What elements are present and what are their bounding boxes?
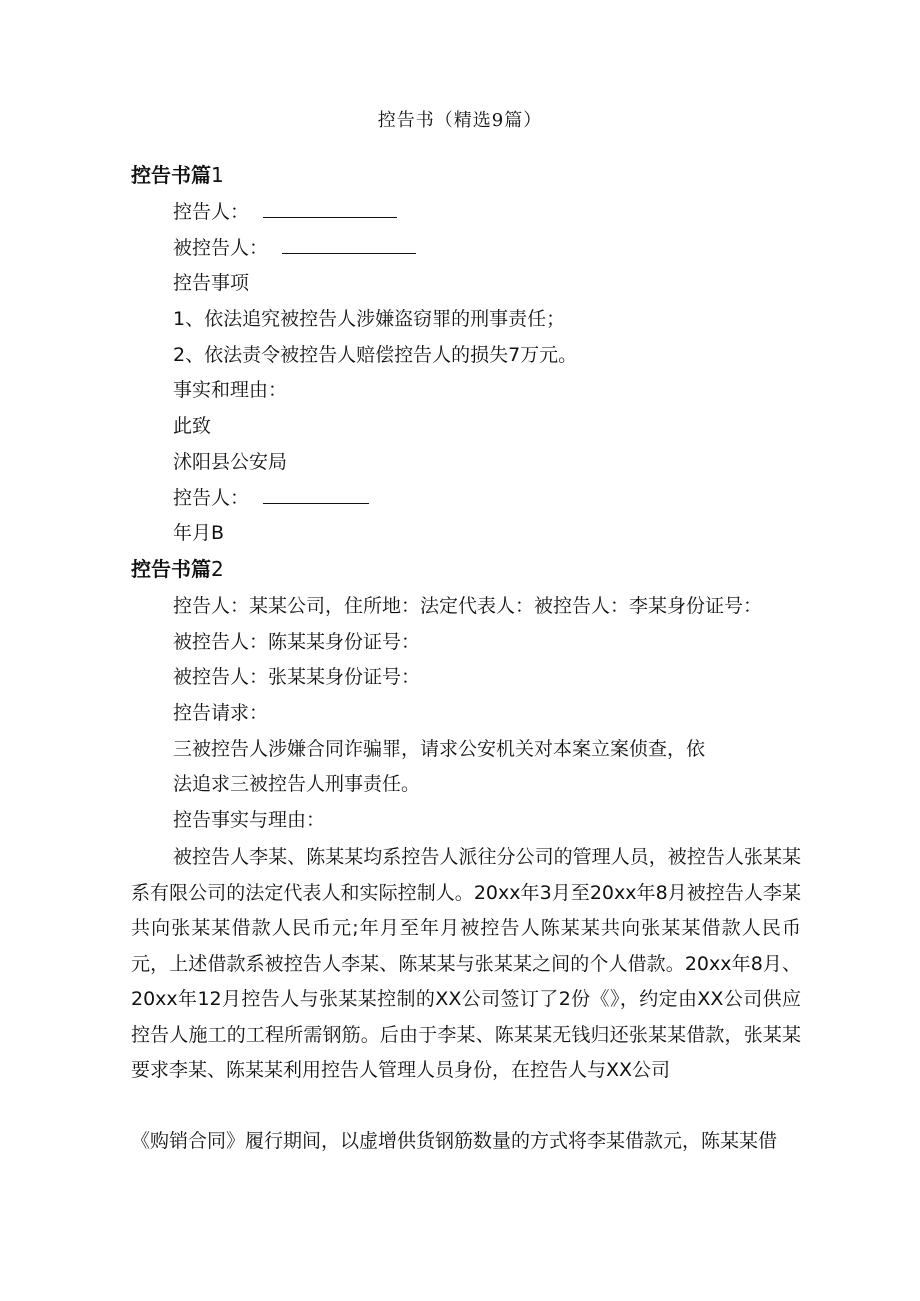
facts-paragraph-continued: 《购销合同》履行期间，以虚增供货钢筋数量的方式将李某借款元，陈某某借 xyxy=(131,1130,778,1152)
text-line: 沭阳县公安局 xyxy=(173,451,288,473)
respondent-blank xyxy=(282,235,416,254)
facts-paragraph: 被控告人李某、陈某某均系控告人派往分公司的管理人员，被控告人张某某系有限公司的法定代表人和实际控制人。20xx年3月至20xx年8月被控告人李某共向张某某借款人民币元;年月至年月被控告人陈某某共向张某某借款人民币元，上述借款系被控告人李某、陈某某与张某某之间的个人借款。20xx年8月、20xx年12月控告人与张某某控制的XX公司签订了2份《》，约定由XX公司供应控告人施工的工程所需钢筋。后由于李某、陈某某无钱归还张某某借款，张某某要求李某、陈某某利用控告人管理人员身份，在控告人与XX公司 xyxy=(131,846,801,1081)
section-1-heading-text: 控告书篇 xyxy=(131,163,211,187)
text-line: 控告事项 xyxy=(173,272,250,294)
text-line: 三被控告人涉嫌合同诈骗罪，请求公安机关对本案立案侦查，依 xyxy=(173,738,706,760)
complainant-signature-blank xyxy=(263,485,369,504)
text-line: 1、依法追究被控告人涉嫌盗窃罪的刑事责任； xyxy=(173,308,566,330)
text-line: 2、依法责令被控告人赔偿控告人的损失7万元。 xyxy=(173,344,578,366)
respondent-label: 被控告人： xyxy=(173,237,269,259)
complainant-line xyxy=(173,199,397,225)
complainant-label: 控告人： xyxy=(173,201,250,223)
text-line: 法追求三被控告人刑事责任。 xyxy=(173,773,421,795)
section-1-heading xyxy=(131,162,224,188)
complainant-signature-label: 控告人： xyxy=(173,487,250,509)
text-line: 事实和理由： xyxy=(173,379,288,401)
text-line: 控告事实与理由： xyxy=(173,809,326,831)
document-title: 控告书（精选9篇） xyxy=(377,110,543,131)
text-line: 被控告人：张某某身份证号： xyxy=(173,666,421,688)
section-2-number: 2 xyxy=(211,557,224,581)
complainant-blank xyxy=(263,199,397,218)
section-1-number: 1 xyxy=(211,163,224,187)
date-line: 年月B xyxy=(173,522,225,544)
text-line: 被控告人：陈某某身份证号： xyxy=(173,631,421,653)
section-2-heading-text: 控告书篇 xyxy=(131,557,211,581)
text-line: 控告请求： xyxy=(173,702,269,724)
text-line: 控告人：某某公司，住所地：法定代表人：被控告人：李某身份证号： xyxy=(173,595,763,617)
complainant-signature-line xyxy=(173,485,369,511)
text-line: 此致 xyxy=(173,415,212,437)
respondent-line xyxy=(173,235,416,261)
section-2-heading xyxy=(131,556,224,582)
